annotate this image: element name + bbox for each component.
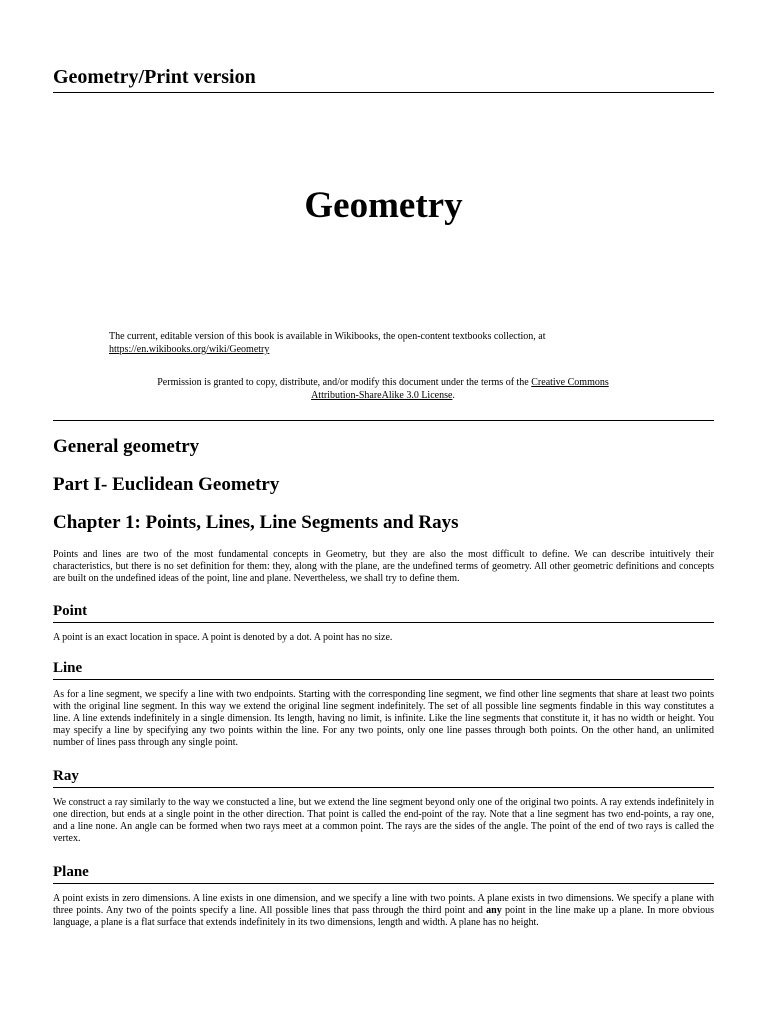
license-notice: [153, 376, 613, 402]
license-link[interactable]: Creative Commons Attribution-ShareAlike 3.0 License: [311, 377, 609, 401]
ray-paragraph: We construct a ray similarly to the way we constucted a line, but we extend the line segment beyond only one of the original two points. A ray extends indefinitely in one direction, but ends at a single point in the other direction. That point is called the end-point of the ray. Note that a line segment has two end-points, a ray one, and a line none. An angle can be formed when two rays meet at a common point. The rays are the sides of the angle. The point of the end of two rays is called the vertex.: [53, 797, 714, 844]
intro-paragraph: [109, 330, 669, 356]
point-section: [53, 601, 714, 644]
plane-section: [53, 862, 714, 929]
permission-text: Permission is granted to copy, distribute, and/or modify this document under the terms of the: [157, 377, 529, 388]
general-geometry-section: [53, 435, 714, 459]
point-paragraph: A point is an exact location in space. A point is denoted by a dot. A point has no size.: [53, 632, 393, 643]
line-paragraph: As for a line segment, we specify a line with two endpoints. Starting with the corresponding line segment, we find other line segments that share at least two points with the original line segment. In this way we extend the original line segment indefinitely. The set of all possible line segments findable in this way constitutes a line. A line extends indefinitely in a single dimension. Its length, having no limit, is infinite. Like the line segments that constitute it, it has no width or height. You may specify a line by specifying any two points within the line. For any two points, only one line passes through both points. On the other hand, an unlimited number of lines pass through any single point.: [53, 689, 714, 748]
chapter-intro: [53, 549, 714, 585]
point-heading: Point: [53, 601, 714, 623]
line-heading: Line: [53, 658, 714, 680]
plane-bold-word: any: [486, 905, 502, 916]
intro-text: The current, editable version of this book is available in Wikibooks, the open-content textbooks collection, at: [109, 331, 546, 342]
document-title: Geometry/Print version: [53, 66, 256, 88]
plane-text-before: A point exists in zero dimensions. A line exists in one dimension, and we specify a line with two points. A plane exists in two dimensions. We specify a plane with three points. Any two of the points specify a line. All possible lines that pass through the third point and: [53, 893, 714, 916]
book-title: Geometry: [304, 185, 463, 226]
section-divider: [53, 420, 714, 421]
general-geometry-heading: General geometry: [53, 436, 200, 457]
plane-text-after: point in the line make up a plane. In more obvious language, a plane is a flat surface that extends indefinitely in its two dimensions, length and width. A plane has no height.: [53, 905, 715, 928]
chapter-one-heading: Chapter 1: Points, Lines, Line Segments and Rays: [53, 512, 459, 533]
ray-section: [53, 766, 714, 845]
license-end: .: [452, 390, 455, 401]
plane-heading: Plane: [53, 862, 714, 884]
part-one-heading: Part I- Euclidean Geometry: [53, 474, 280, 495]
chapter-one-section: [53, 511, 714, 535]
part-one-section: [53, 473, 714, 497]
ray-heading: Ray: [53, 766, 714, 788]
line-section: [53, 658, 714, 749]
wikibooks-link[interactable]: https://en.wikibooks.org/wiki/Geometry: [109, 344, 270, 355]
document-header: [53, 64, 714, 93]
plane-paragraph: [53, 893, 714, 929]
chapter-intro-paragraph: Points and lines are two of the most fundamental concepts in Geometry, but they are also the most difficult to define. We can describe intuitively their characteristics, but there is no set definition for them: they, along with the plane, are the undefined terms of geometry. All other geometric definitions and concepts are built on the undefined ideas of the point, line and plane. Nevertheless, we shall try to define them.: [53, 549, 714, 584]
